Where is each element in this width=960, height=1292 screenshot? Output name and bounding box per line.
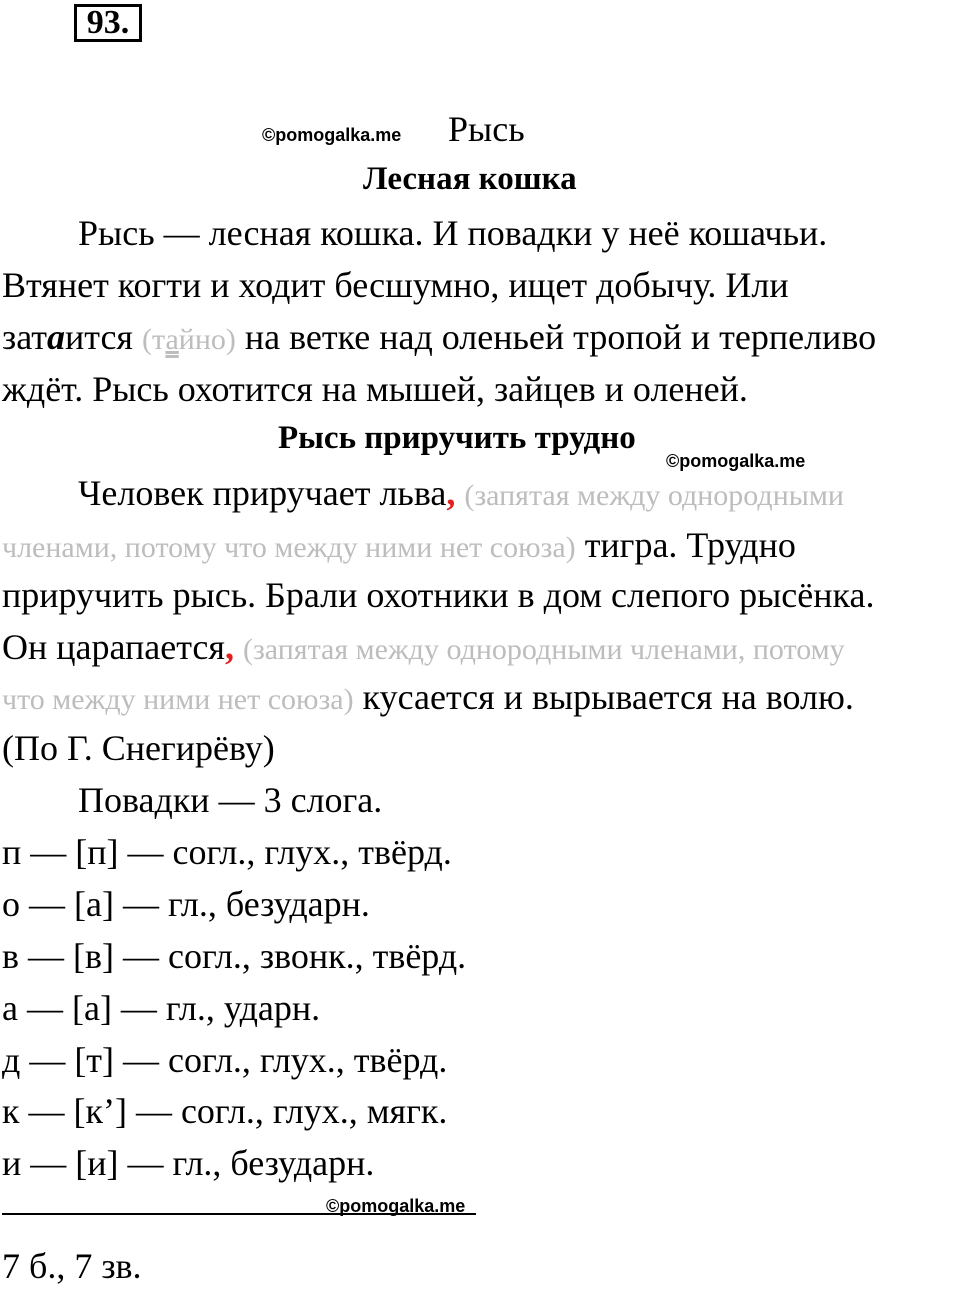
comma-note: (запятая между однородными [464,479,844,512]
para2-line5 [2,671,854,726]
exercise-number: 93. [74,4,142,42]
para1-line1: Рысь — лесная кошка. И повадки у неё кошачьи. [78,213,828,253]
watermark: ©pomogalka.me [262,125,402,145]
para2-line1 [78,467,844,522]
line-text: Он царапается [2,627,225,667]
divider [2,1213,476,1215]
para1-line3 [2,311,876,366]
para2-line4 [2,621,845,676]
comma-note: членами, потому что между ними нет союза) [2,531,576,564]
para1-line4: ждёт. Рысь охотится на мышей, зайцев и оленей. [2,369,748,409]
letter-analysis-row: а — [а] — гл., ударн. [2,988,321,1028]
letter-analysis-row: и — [и] — гл., безударн. [2,1143,375,1183]
syllable-count: Повадки — 3 слога. [78,780,383,820]
comma-note: что между ними нет союза) [2,683,354,716]
line-text: на ветке над оленьей тропой и терпеливо [244,317,877,357]
word-part: зат [2,317,47,357]
letter-analysis-row: о — [а] — гл., безударн. [2,884,370,924]
line-text: кусается и вырывается на волю. [362,677,854,717]
text-title: Рысь [448,109,525,149]
para2-line3: приручить рысь. Брали охотники в дом слепого рысёнка. [2,575,875,615]
letters-sounds-summary: 7 б., 7 зв. [2,1246,142,1286]
letter-analysis-row: к — [к’] — согл., глух., мягк. [2,1091,448,1131]
para1-line2: Втянет когти и ходит бесшумно, ищет добычу. Или [2,265,789,305]
comma-note: (запятая между однородными членами, потому [242,633,845,666]
letter-analysis-row: в — [в] — согл., звонк., твёрд. [2,936,467,976]
letter-analysis-row: п — [п] — согл., глух., твёрд. [2,832,452,872]
letter-analysis-row: д — [т] — согл., глух., твёрд. [2,1040,448,1080]
watermark: ©pomogalka.me [666,451,806,471]
source-attribution: (По Г. Снегирёву) [2,728,275,768]
para2-line2 [2,519,796,574]
line-text: тигра. Трудно [584,525,796,565]
line-text: Человек приручает льва [78,473,447,513]
check-word-note: (тайно) [141,323,236,356]
inserted-comma: , [224,627,234,667]
heading-forest-cat: Лесная кошка [363,161,577,197]
watermark: ©pomogalka.me [326,1196,466,1216]
stressed-vowel: а [47,317,65,357]
word-part: ится [65,317,133,357]
inserted-comma: , [446,473,456,513]
heading-hard-to-tame: Рысь приручить трудно [278,420,636,456]
underlined-vowel: а [165,323,179,356]
